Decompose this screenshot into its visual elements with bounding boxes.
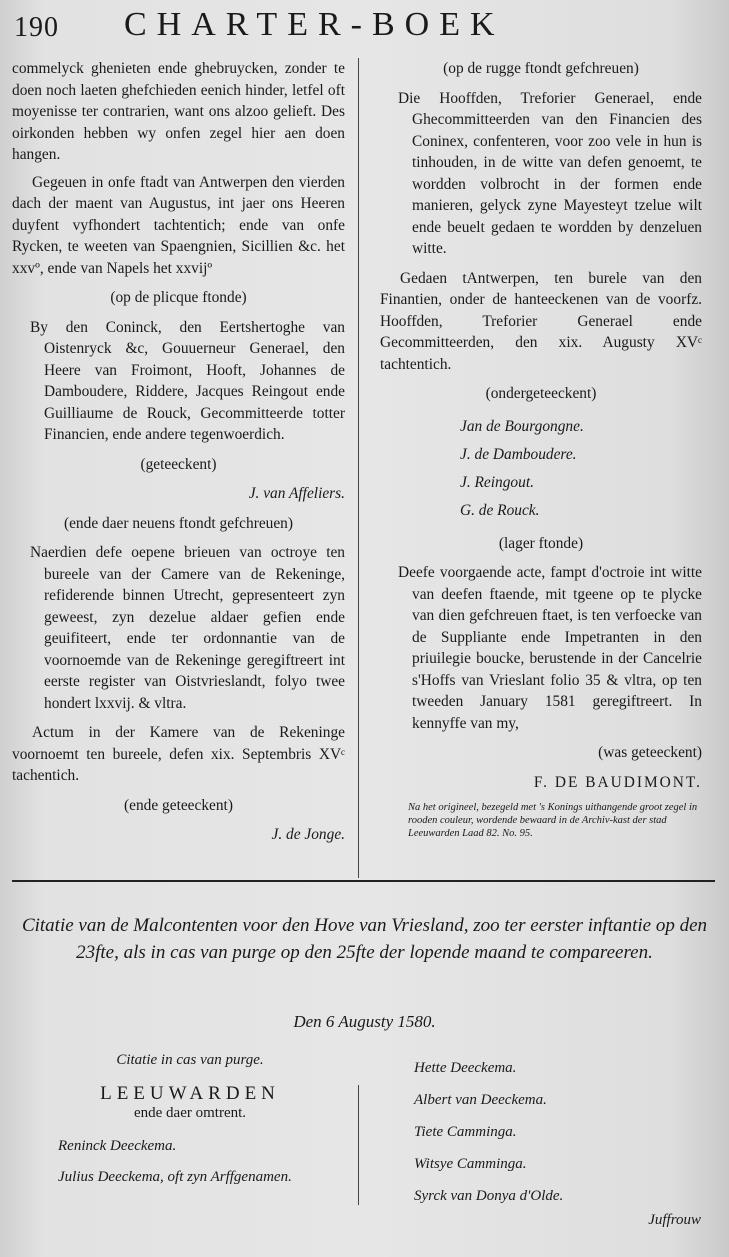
page-header [14,4,715,44]
running-title: CHARTER-BOEK [124,6,505,43]
citatie-name: Reninck Deeckema. [58,1138,177,1154]
city-area: ende daer omtrent. [133,1105,247,1121]
left-paragraph-5: Actum in der Kamere van de Rekeninge voornoemt ten bureele, defen xix. Septembris XVᶜ tachentich. [12,724,345,784]
catchword: Juffrouw [648,1212,701,1228]
was-geteeckent-heading: (was geteeckent) [598,744,702,761]
citatie-name: Albert van Deeckema. [414,1092,547,1108]
archive-note: Na het origineel, bezegeld met 's Konings uithangende groot zegel in rooden couleur, wordende bewaard in de Archiv-kast der stad Leeuwarden Laad 82. No. 95. [408,802,698,839]
neuens-heading: (ende daer neuens ftondt gefchreuen) [63,514,294,532]
signature-de-jonge: J. de Jonge. [271,826,345,843]
citatie-name: Tiete Camminga. [414,1124,517,1140]
left-paragraph-4: Naerdien defe oepene brieuen van octroye ten bureele van der Camere van de Rekeninge, refiderende binnen Utrecht, gepresenteert zyn geweest, zyn dezelue aldaer gefien ende geuifiteert, ende ter ordonnantie van de voornoemde van de Rekeninge geregiftreert int eerste register van Oistvrieslandt, folyo twee hondert lxxvij. & vltra. [30,544,345,712]
citatie-name: Hette Deeckema. [414,1060,517,1076]
left-paragraph-1: commelyck ghenieten ende ghebruycken, zonder te doen noch laeten ghefchieden eenich hinder, letfel oft moyenisse ter contrarien, want ons alzoo gelieft. Des oirkonden hebben wy onfen zegel hier aen doen hangen. [12,60,345,163]
section-rule [12,880,715,882]
citatie-name: Syrck van Donya d'Olde. [414,1188,564,1204]
city-name: LEEUWARDEN [100,1083,280,1104]
bottom-column-divider [358,1085,359,1205]
left-column [12,58,345,854]
signature-baudimont: F. DE BAUDIMONT. [533,773,702,791]
left-paragraph-2: Gegeuen in onfe ftadt van Antwerpen den vierden dach der maent van Augustus, int jaer ons Heeren duyfent vyfhondert tachtentich; ende van onfe Rycken, te weeten van Spaengnien, Sicillien &c. het xxvº, ende van Napels het xxvijº [12,173,345,277]
citatie-left-block [40,1052,340,1200]
citatie-title: Citatie van de Malcontenten voor den Hove van Vriesland, zoo ter eerster inftantie op den 23fte, als in cas van purge op den 25fte der lopende maand te compareeren. [21,915,708,963]
ondergeteeckent-heading: (ondergeteeckent) [485,385,597,402]
geteeckent-heading-1: (geteeckent) [140,455,217,473]
signature-affeliers: J. van Affeliers. [248,485,345,502]
signatory: G. de Rouck. [460,501,540,519]
page-number: 190 [14,12,59,43]
column-divider [358,58,359,878]
lager-heading: (lager ftonde) [498,534,584,552]
signatory: J. Reingout. [460,473,534,491]
right-paragraph-1: Die Hooffden, Treforier Generael, ende Ghecommitteerden van den Financien des Coninex, confenteren, voor zoo vele in hun is tinhouden, in de witte van defen genoemt, te wordden volbrocht in der formen ende manieren, gelyck zyne Mayesteyt tzelue wilt ende beuelt gedaen te wordden by denzeluen witte. [398,89,702,257]
rugge-heading: (op de rugge ftondt gefchreuen) [443,60,639,77]
citatie-subheading: Citatie in cas van purge. [116,1052,264,1068]
signatory: J. de Damboudere. [460,445,577,463]
citatie-name: Witsye Camminga. [414,1156,527,1172]
signatory-list [380,413,702,525]
right-paragraph-2: Gedaen tAntwerpen, ten burele van den Finantien, onder de hanteeckenen van de voorfz. Hooffden, Treforier Generael ende Gecommitteerden, den xix. Augusty XVᶜ tachtentich. [380,269,702,373]
right-column [380,58,702,840]
citatie-date: Den 6 Augusty 1580. [293,1012,436,1031]
right-paragraph-3: Deefe voorgaende acte, fampt d'octroie int witte van deefen ftaende, mit tgeene op te plycke van dien gefchreuen ftaet, is ten verfoecke van de Suppliante ende Impetranten in den priuilegie boucke, berustende in der Cancelrie s'Hoffs van Vrieslant folio 35 & vltra, op ten tweeden January 1581 geregiftreert. In kennyffe van my, [398,564,702,732]
citatie-name: Julius Deeckema, oft zyn Arffgenamen. [58,1169,292,1185]
plicque-heading: (op de plicque ftonde) [110,289,247,306]
left-paragraph-3: By den Coninck, den Eertshertoghe van Oistenryck &c, Gouuerneur Generael, den Heere van Froimont, Hooft, Johannes de Damboudere, Riddere, Jacques Reingout ende Guilliaume de Rouck, Gecommitteerde totter Financien, ende andere tegenwoerdich. [30,318,345,443]
citatie-right-block [414,1052,694,1212]
geteeckent-heading-2: (ende geteeckent) [124,796,233,814]
signatory: Jan de Bourgongne. [460,417,584,435]
